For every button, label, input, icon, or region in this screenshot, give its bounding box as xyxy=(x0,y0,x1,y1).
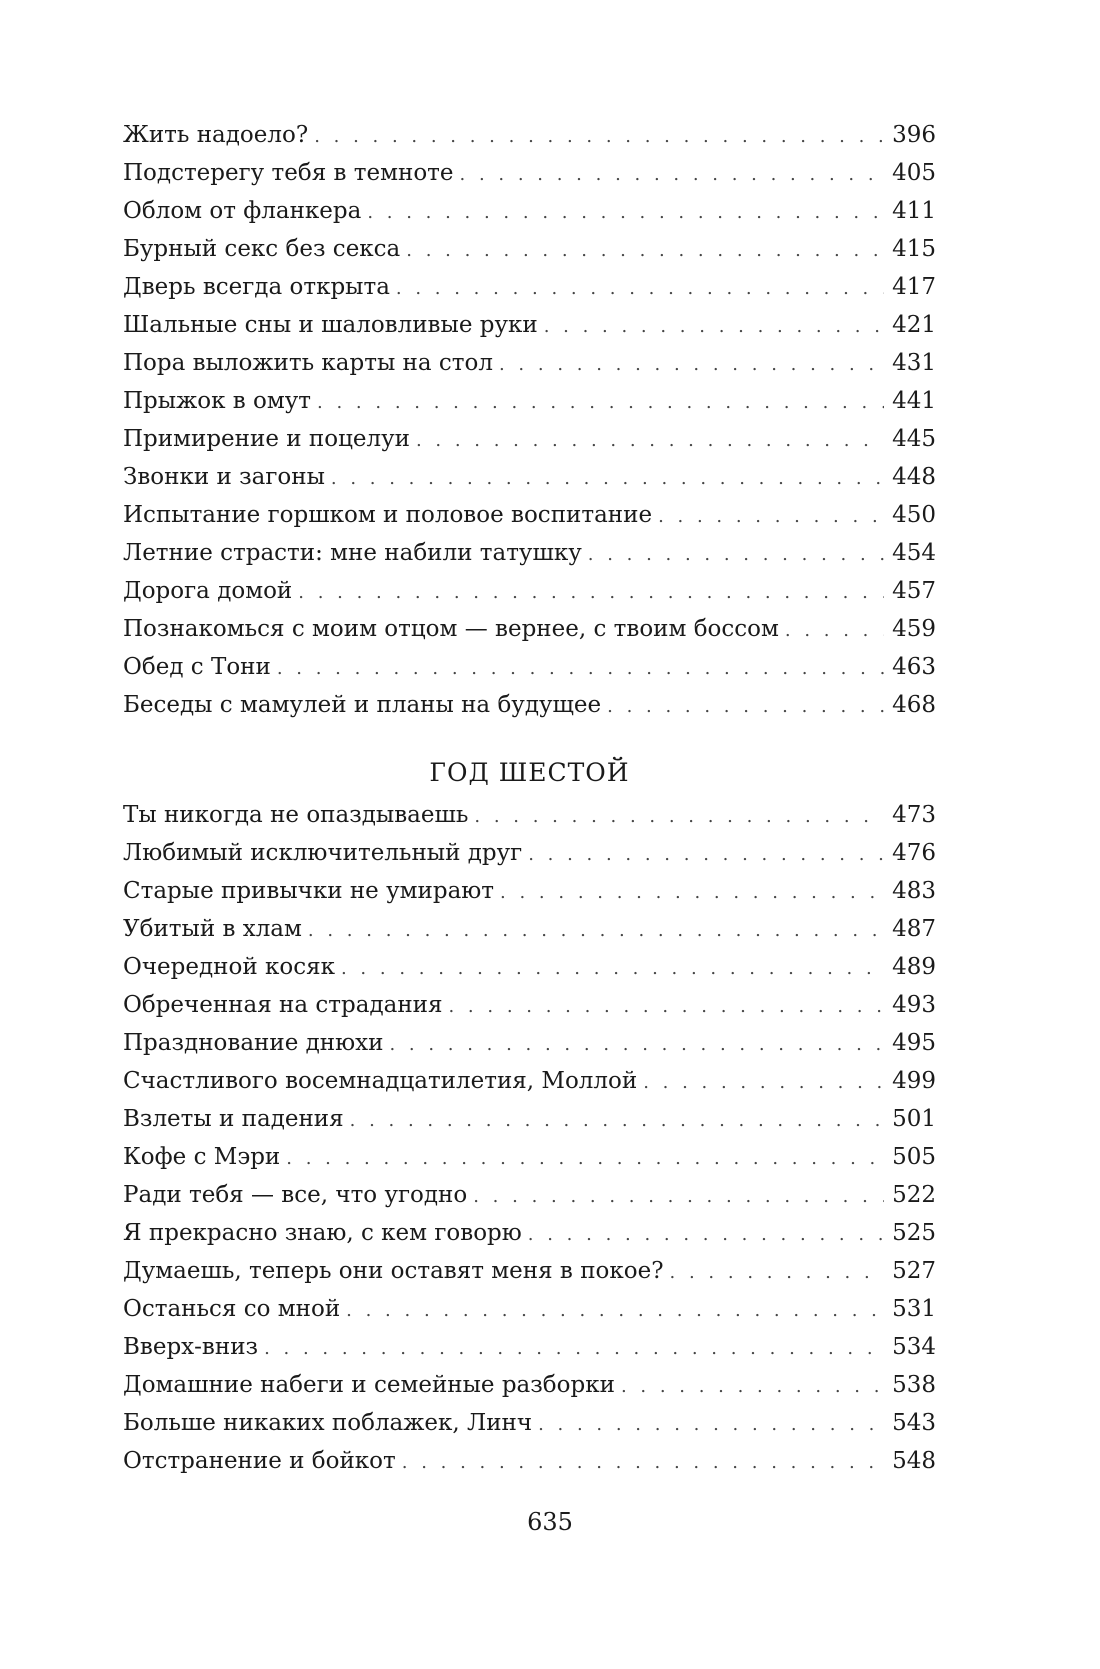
dot-leader xyxy=(528,1216,884,1254)
toc-entry-title: Дверь всегда открыта xyxy=(123,274,390,300)
dot-leader xyxy=(474,798,884,836)
toc-entry-title: Празднование днюхи xyxy=(123,1030,384,1056)
toc-entry-title: Очередной косяк xyxy=(123,954,335,980)
dot-leader xyxy=(538,1406,884,1444)
toc-entry xyxy=(123,382,936,420)
toc-entry-page-number: 505 xyxy=(892,1144,936,1170)
toc-entry xyxy=(123,1138,936,1176)
toc-entry-page-number: 476 xyxy=(892,840,936,866)
toc-entry-title: Примирение и поцелуи xyxy=(123,426,410,452)
toc-entry xyxy=(123,1062,936,1100)
toc-entry-page-number: 454 xyxy=(892,540,936,566)
toc-entry xyxy=(123,834,936,872)
toc-entry xyxy=(123,948,936,986)
toc-entry-page-number: 548 xyxy=(892,1448,936,1474)
dot-leader xyxy=(643,1064,884,1102)
toc-entry-title: Беседы с мамулей и планы на будущее xyxy=(123,692,602,718)
dot-leader xyxy=(346,1292,884,1330)
dot-leader xyxy=(402,1444,884,1482)
dot-leader xyxy=(473,1178,884,1216)
toc-entry-page-number: 457 xyxy=(892,578,936,604)
toc-entry xyxy=(123,344,936,382)
toc-entry-title: Взлеты и падения xyxy=(123,1106,344,1132)
dot-leader xyxy=(367,194,884,232)
toc-entry-page-number: 527 xyxy=(892,1258,936,1284)
dot-leader xyxy=(500,874,884,912)
toc-entry-page-number: 495 xyxy=(892,1030,936,1056)
toc-entry-page-number: 448 xyxy=(892,464,936,490)
toc-entry-page-number: 489 xyxy=(892,954,936,980)
toc-list-part2 xyxy=(123,796,936,1480)
dot-leader xyxy=(544,308,884,346)
toc-entry xyxy=(123,1100,936,1138)
toc-entry-title: Больше никаких поблажек, Линч xyxy=(123,1410,533,1436)
toc-entry-page-number: 431 xyxy=(892,350,936,376)
toc-entry-title: Счастливого восемнадцатилетия, Моллой xyxy=(123,1068,638,1094)
toc-entry xyxy=(123,872,936,910)
toc-entry xyxy=(123,458,936,496)
dot-leader xyxy=(277,650,884,688)
toc-entry-title: Вверх-вниз xyxy=(123,1334,259,1360)
toc-entry xyxy=(123,1176,936,1214)
page-number: 635 xyxy=(527,1508,573,1536)
toc-entry-page-number: 493 xyxy=(892,992,936,1018)
toc-entry-title: Подстерегу тебя в темноте xyxy=(123,160,454,186)
toc-entry-title: Домашние набеги и семейные разборки xyxy=(123,1372,615,1398)
toc-entry-title: Ради тебя — все, что угодно xyxy=(123,1182,468,1208)
toc-entry-page-number: 487 xyxy=(892,916,936,942)
toc-entry-page-number: 522 xyxy=(892,1182,936,1208)
dot-leader xyxy=(286,1140,884,1178)
toc-entry-page-number: 459 xyxy=(892,616,936,642)
toc-entry xyxy=(123,1404,936,1442)
toc-entry xyxy=(123,420,936,458)
toc-entry-page-number: 534 xyxy=(892,1334,936,1360)
toc-entry-page-number: 499 xyxy=(892,1068,936,1094)
toc-page xyxy=(123,116,936,1480)
toc-entry xyxy=(123,1366,936,1404)
toc-entry-page-number: 405 xyxy=(892,160,936,186)
toc-entry-title: Останься со мной xyxy=(123,1296,341,1322)
toc-entry-title: Испытание горшком и половое воспитание xyxy=(123,502,653,528)
toc-entry-title: Пора выложить карты на стол xyxy=(123,350,493,376)
toc-entry xyxy=(123,910,936,948)
toc-entry-title: Старые привычки не умирают xyxy=(123,878,495,904)
dot-leader xyxy=(588,536,884,574)
toc-entry-title: Кофе с Мэри xyxy=(123,1144,281,1170)
toc-entry-title: Облом от фланкера xyxy=(123,198,362,224)
toc-list-part1 xyxy=(123,116,936,724)
toc-entry-page-number: 415 xyxy=(892,236,936,262)
toc-entry xyxy=(123,1442,936,1480)
toc-entry-title: Отстранение и бойкот xyxy=(123,1448,396,1474)
dot-leader xyxy=(607,688,884,726)
dot-leader xyxy=(341,950,884,988)
toc-entry xyxy=(123,986,936,1024)
dot-leader xyxy=(264,1330,884,1368)
toc-entry-title: Летние страсти: мне набили татушку xyxy=(123,540,582,566)
dot-leader xyxy=(416,422,884,460)
toc-entry xyxy=(123,306,936,344)
dot-leader xyxy=(621,1368,884,1406)
toc-entry-page-number: 543 xyxy=(892,1410,936,1436)
dot-leader xyxy=(396,270,884,308)
dot-leader xyxy=(314,118,884,156)
section-heading: ГОД ШЕСТОЙ xyxy=(429,758,630,787)
toc-entry-page-number: 396 xyxy=(892,122,936,148)
dot-leader xyxy=(448,988,884,1026)
toc-entry xyxy=(123,154,936,192)
toc-entry xyxy=(123,1328,936,1366)
toc-entry xyxy=(123,534,936,572)
toc-entry xyxy=(123,230,936,268)
toc-entry-page-number: 463 xyxy=(892,654,936,680)
toc-entry xyxy=(123,268,936,306)
toc-entry-title: Бурный секс без секса xyxy=(123,236,401,262)
toc-entry xyxy=(123,1290,936,1328)
toc-entry-page-number: 473 xyxy=(892,802,936,828)
dot-leader xyxy=(460,156,885,194)
toc-entry-title: Убитый в хлам xyxy=(123,916,302,942)
toc-entry xyxy=(123,610,936,648)
toc-entry xyxy=(123,1214,936,1252)
toc-entry-title: Обед с Тони xyxy=(123,654,271,680)
toc-entry-title: Любимый исключительный друг xyxy=(123,840,523,866)
toc-entry-page-number: 450 xyxy=(892,502,936,528)
toc-entry xyxy=(123,572,936,610)
toc-entry-title: Я прекрасно знаю, с кем говорю xyxy=(123,1220,522,1246)
toc-entry-title: Познакомься с моим отцом — вернее, с твоим боссом xyxy=(123,616,779,642)
toc-entry-page-number: 417 xyxy=(892,274,936,300)
toc-entry xyxy=(123,1252,936,1290)
dot-leader xyxy=(308,912,884,950)
toc-entry-page-number: 411 xyxy=(892,198,936,224)
toc-entry xyxy=(123,796,936,834)
dot-leader xyxy=(670,1254,885,1292)
toc-entry xyxy=(123,116,936,154)
dot-leader xyxy=(785,612,884,650)
toc-entry xyxy=(123,686,936,724)
toc-entry-title: Ты никогда не опаздываешь xyxy=(123,802,469,828)
toc-entry-page-number: 525 xyxy=(892,1220,936,1246)
toc-entry-page-number: 468 xyxy=(892,692,936,718)
toc-entry xyxy=(123,192,936,230)
dot-leader xyxy=(658,498,884,536)
toc-entry-page-number: 531 xyxy=(892,1296,936,1322)
toc-entry-title: Думаешь, теперь они оставят меня в покое? xyxy=(123,1258,664,1284)
toc-entry xyxy=(123,496,936,534)
dot-leader xyxy=(298,574,884,612)
toc-entry-page-number: 445 xyxy=(892,426,936,452)
dot-leader xyxy=(350,1102,884,1140)
dot-leader xyxy=(331,460,884,498)
dot-leader xyxy=(528,836,884,874)
dot-leader xyxy=(389,1026,884,1064)
toc-entry-title: Жить надоело? xyxy=(123,122,309,148)
toc-entry-page-number: 483 xyxy=(892,878,936,904)
toc-entry-title: Дорога домой xyxy=(123,578,293,604)
toc-entry-title: Звонки и загоны xyxy=(123,464,325,490)
toc-entry-page-number: 441 xyxy=(892,388,936,414)
dot-leader xyxy=(317,384,884,422)
toc-entry xyxy=(123,648,936,686)
dot-leader xyxy=(406,232,884,270)
dot-leader xyxy=(499,346,884,384)
toc-entry-page-number: 421 xyxy=(892,312,936,338)
toc-entry-title: Обреченная на страдания xyxy=(123,992,443,1018)
toc-entry-title: Прыжок в омут xyxy=(123,388,312,414)
toc-entry-page-number: 501 xyxy=(892,1106,936,1132)
toc-entry-page-number: 538 xyxy=(892,1372,936,1398)
toc-entry-title: Шальные сны и шаловливые руки xyxy=(123,312,538,338)
toc-entry xyxy=(123,1024,936,1062)
